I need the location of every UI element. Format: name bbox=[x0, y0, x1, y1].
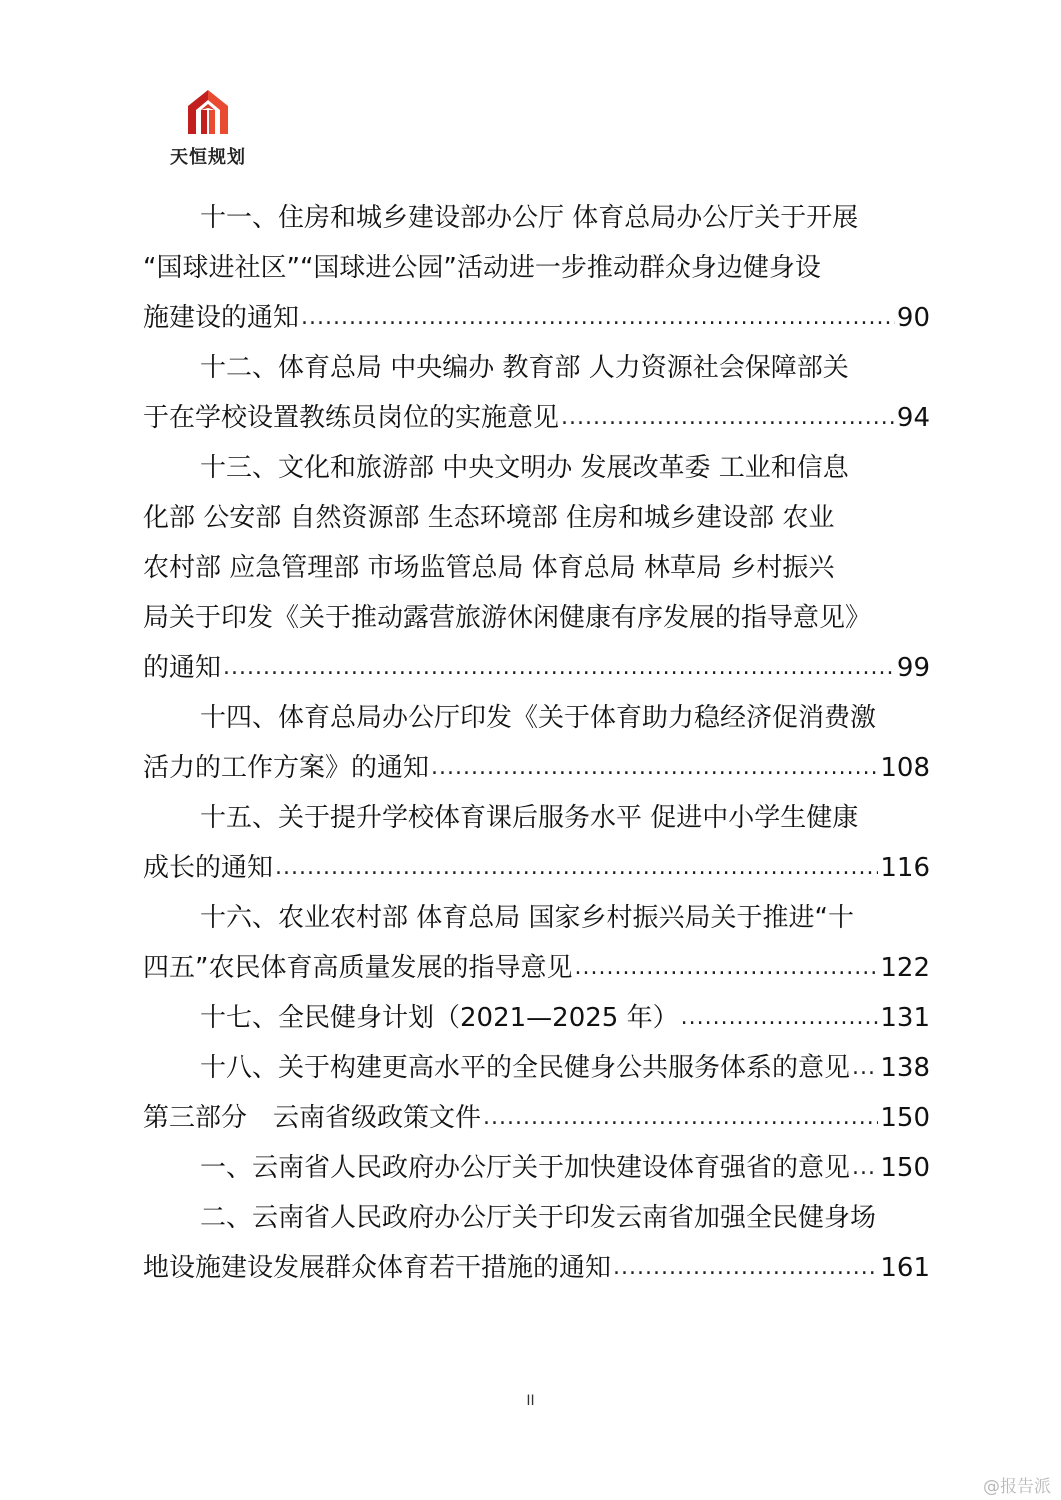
toc-entry-text: 的通知 bbox=[143, 653, 222, 683]
toc-line bbox=[143, 243, 930, 293]
dot-leader bbox=[275, 843, 878, 893]
toc-entry-text: 第三部分 云南省级政策文件 bbox=[143, 1103, 482, 1133]
toc-page-number: 99 bbox=[896, 653, 930, 683]
toc-line bbox=[143, 493, 930, 543]
toc-line bbox=[143, 393, 930, 443]
toc-page-number: 150 bbox=[880, 1103, 930, 1133]
dot-leader bbox=[483, 1093, 878, 1143]
table-of-contents bbox=[143, 193, 930, 1293]
toc-line bbox=[143, 993, 930, 1043]
toc-entry-text: “国球进社区”“国球进公园”活动进一步推动群众身边健身设 bbox=[143, 253, 821, 283]
toc-entry-text: 十七、全民健身计划（2021—2025 年） bbox=[200, 1003, 679, 1033]
toc-page-number: 150 bbox=[880, 1153, 930, 1183]
toc-entry-text: 十二、体育总局 中央编办 教育部 人力资源社会保障部关 bbox=[200, 353, 849, 383]
toc-line bbox=[143, 793, 930, 843]
toc-line bbox=[143, 593, 930, 643]
toc-entry[interactable] bbox=[143, 993, 930, 1043]
toc-entry[interactable] bbox=[143, 693, 930, 793]
toc-line bbox=[143, 1043, 930, 1093]
toc-page-number: 90 bbox=[896, 303, 930, 333]
toc-entry-text: 十五、关于提升学校体育课后服务水平 促进中小学生健康 bbox=[200, 803, 859, 833]
toc-page-number: 94 bbox=[896, 403, 930, 433]
dot-leader bbox=[681, 993, 879, 1043]
toc-line bbox=[143, 1093, 930, 1143]
toc-entry-text: 十一、住房和城乡建设部办公厅 体育总局办公厅关于开展 bbox=[200, 203, 859, 233]
toc-line bbox=[143, 543, 930, 593]
toc-line bbox=[143, 443, 930, 493]
toc-entry-text: 活力的工作方案》的通知 bbox=[143, 753, 430, 783]
toc-line bbox=[143, 843, 930, 893]
toc-entry-text: 成长的通知 bbox=[143, 853, 274, 883]
toc-entry-text: 十四、体育总局办公厅印发《关于体育助力稳经济促消费激 bbox=[200, 703, 877, 733]
toc-page-number: 138 bbox=[880, 1053, 930, 1083]
dot-leader bbox=[431, 743, 878, 793]
brand-logo bbox=[158, 86, 258, 166]
toc-entry[interactable] bbox=[143, 893, 930, 993]
toc-line bbox=[143, 1193, 930, 1243]
toc-entry[interactable] bbox=[143, 793, 930, 893]
toc-line bbox=[143, 743, 930, 793]
toc-entry[interactable] bbox=[143, 343, 930, 443]
toc-entry-text: 施建设的通知 bbox=[143, 303, 300, 333]
toc-entry-text: 地设施建设发展群众体育若干措施的通知 bbox=[143, 1253, 612, 1283]
toc-entry-text: 十六、农业农村部 体育总局 国家乡村振兴局关于推进“十 bbox=[200, 903, 854, 933]
toc-entry[interactable] bbox=[143, 1143, 930, 1193]
toc-line bbox=[143, 193, 930, 243]
toc-entry-text: 十八、关于构建更高水平的全民健身公共服务体系的意见 bbox=[200, 1053, 851, 1083]
brand-name: 天恒规划 bbox=[170, 147, 246, 168]
dot-leader bbox=[613, 1243, 878, 1293]
toc-entry-text: 十三、文化和旅游部 中央文明办 发展改革委 工业和信息 bbox=[200, 453, 849, 483]
toc-page-number: 161 bbox=[880, 1253, 930, 1283]
dot-leader bbox=[223, 643, 895, 693]
toc-page-number: 116 bbox=[880, 853, 930, 883]
page-number: II bbox=[526, 1393, 535, 1409]
dot-leader bbox=[574, 943, 878, 993]
toc-entry-text: 一、云南省人民政府办公厅关于加快建设体育强省的意见 bbox=[200, 1153, 851, 1183]
toc-entry-text: 局关于印发《关于推动露营旅游休闲健康有序发展的指导意见》 bbox=[143, 603, 872, 633]
watermark: @报告派 bbox=[983, 1477, 1051, 1497]
toc-line bbox=[143, 893, 930, 943]
toc-page-number: 131 bbox=[880, 1003, 930, 1033]
toc-page-number: 108 bbox=[880, 753, 930, 783]
toc-line bbox=[143, 943, 930, 993]
toc-entry-text: 化部 公安部 自然资源部 生态环境部 住房和城乡建设部 农业 bbox=[143, 503, 835, 533]
toc-entry-text: 农村部 应急管理部 市场监管总局 体育总局 林草局 乡村振兴 bbox=[143, 553, 835, 583]
dot-leader bbox=[301, 293, 895, 343]
toc-entry-text: 二、云南省人民政府办公厅关于印发云南省加强全民健身场 bbox=[200, 1203, 877, 1233]
toc-entry-text: 四五”农民体育高质量发展的指导意见 bbox=[143, 953, 573, 983]
toc-entry[interactable] bbox=[143, 443, 930, 693]
toc-line bbox=[143, 1143, 930, 1193]
toc-entry[interactable] bbox=[143, 1193, 930, 1293]
toc-line bbox=[143, 343, 930, 393]
logo-mark-icon bbox=[184, 86, 232, 138]
toc-page-number: 122 bbox=[880, 953, 930, 983]
toc-entry[interactable] bbox=[143, 1093, 930, 1143]
toc-entry-text: 于在学校设置教练员岗位的实施意见 bbox=[143, 403, 560, 433]
toc-entry[interactable] bbox=[143, 1043, 930, 1093]
toc-line bbox=[143, 693, 930, 743]
toc-line bbox=[143, 643, 930, 693]
dot-leader bbox=[852, 1043, 878, 1093]
toc-line bbox=[143, 1243, 930, 1293]
dot-leader bbox=[852, 1143, 878, 1193]
toc-entry[interactable] bbox=[143, 193, 930, 343]
dot-leader bbox=[561, 393, 895, 443]
toc-line bbox=[143, 293, 930, 343]
